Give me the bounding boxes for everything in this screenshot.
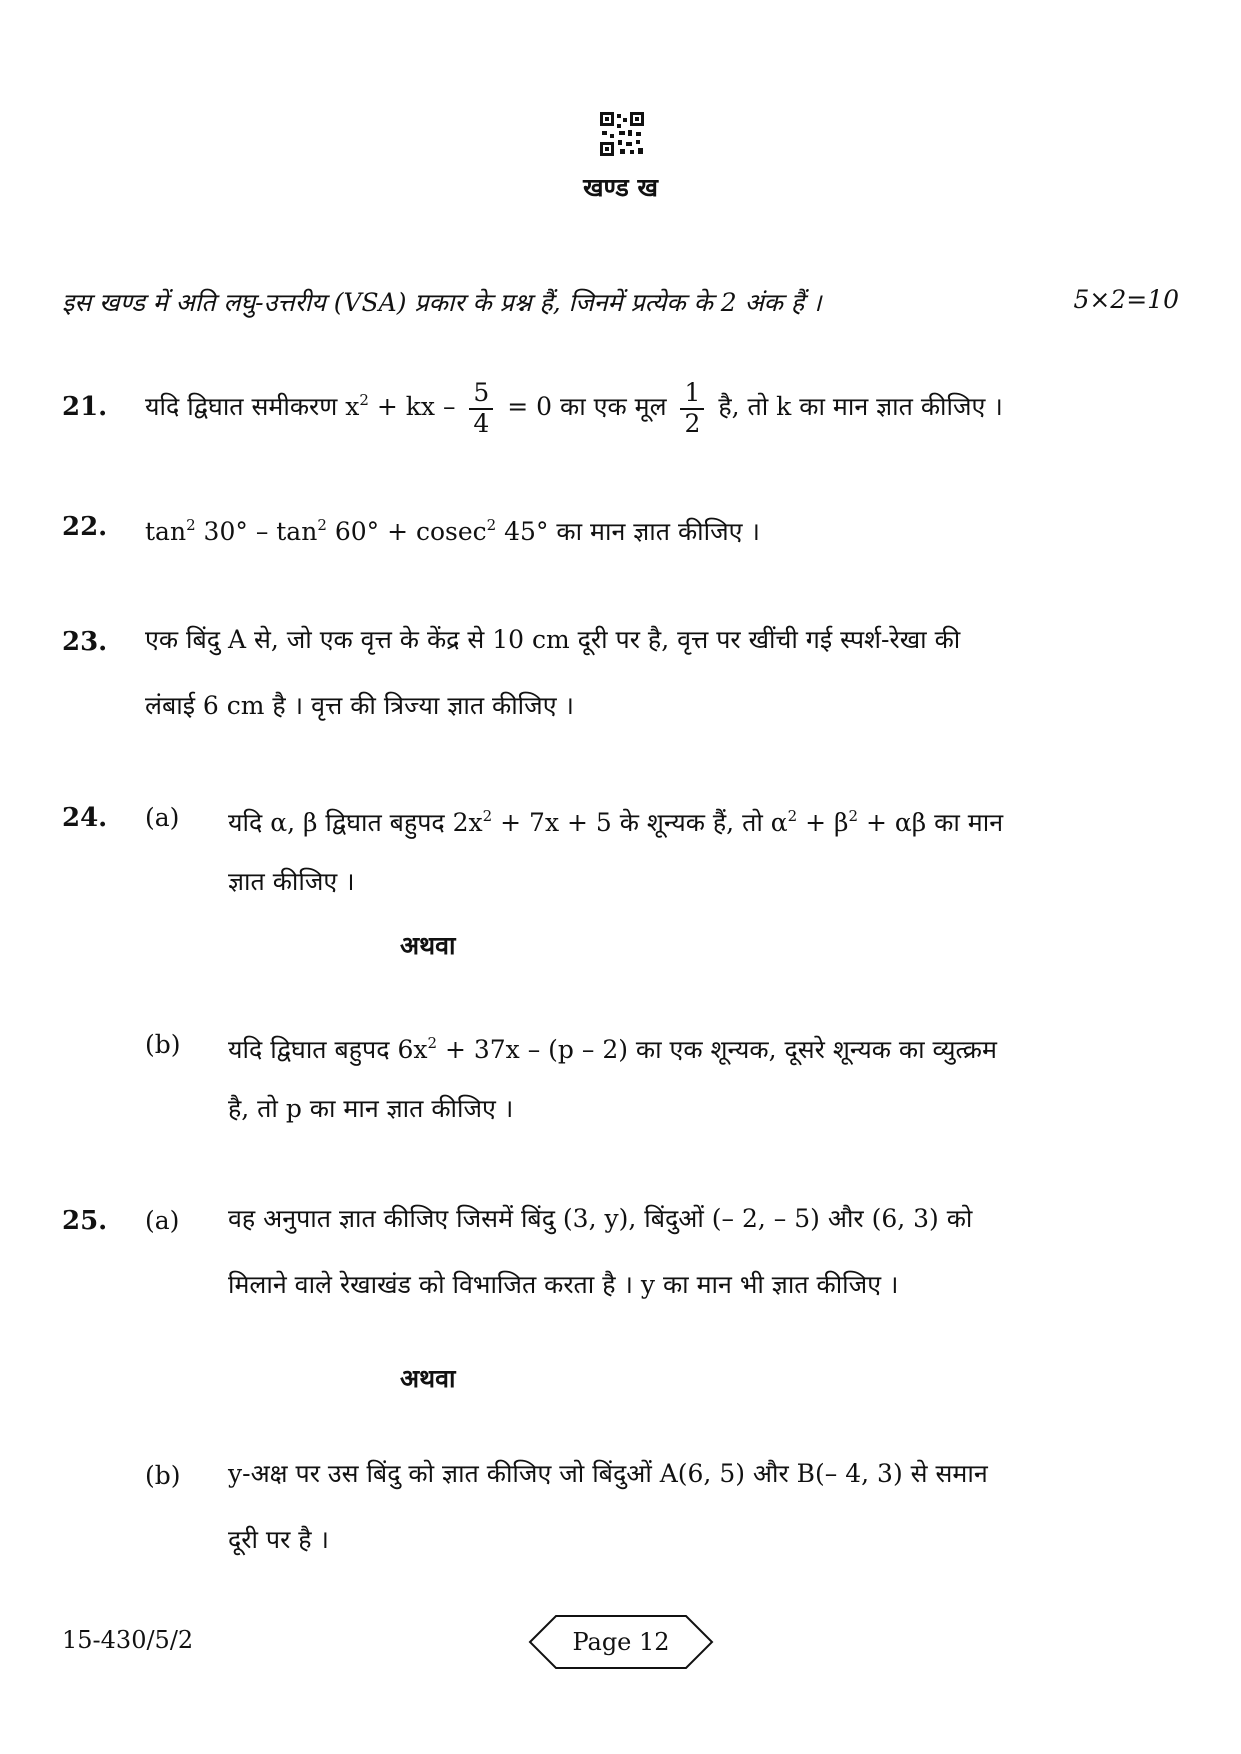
q21-fraction-2-numerator: 1 — [680, 379, 704, 410]
question-25a-line-2: मिलाने वाले रेखाखंड को विभाजित करता है । y का मान भी ज्ञात कीजिए । — [228, 1270, 899, 1299]
q21-fraction-1-numerator: 5 — [469, 379, 493, 410]
section-title: खण्ड ख — [583, 173, 658, 202]
q22-text-3: 60° + cosec — [326, 517, 487, 546]
question-25b-line-1: y-अक्ष पर उस बिंदु को ज्ञात कीजिए जो बिंदुओं A(6, 5) और B(– 4, 3) से समान — [228, 1459, 988, 1488]
question-number-22: 22. — [62, 512, 108, 542]
q21-text-3: = 0 का एक मूल — [507, 392, 667, 421]
q24a-text-3: + β — [797, 808, 849, 837]
question-24b-label: (b) — [145, 1030, 181, 1059]
q24b-text-1: यदि द्विघात बहुपद 6x — [228, 1035, 428, 1064]
q21-fraction-2-denominator: 2 — [684, 408, 701, 438]
q21-text-4: है, तो k का मान ज्ञात कीजिए । — [718, 392, 1003, 421]
q21-fraction-1 — [469, 379, 493, 439]
section-marks: 5×2=10 — [1073, 285, 1179, 314]
q22-text-4: 45° का मान ज्ञात कीजिए । — [496, 517, 760, 546]
page-number: Page 12 — [572, 1628, 670, 1656]
question-24a-line-1 — [228, 783, 1003, 856]
q21-text-1: यदि द्विघात समीकरण x — [145, 392, 360, 421]
question-25b-label: (b) — [145, 1461, 181, 1490]
q21-sup-1: 2 — [359, 391, 369, 409]
q24a-text-4: + αβ का मान — [858, 808, 1004, 837]
question-24-or: अथवा — [400, 931, 456, 960]
question-24b-line-2: है, तो p का मान ज्ञात कीजिए । — [228, 1094, 514, 1123]
question-number-21: 21. — [62, 392, 108, 422]
question-25a-line-1: वह अनुपात ज्ञात कीजिए जिसमें बिंदु (3, y), बिंदुओं (– 2, – 5) और (6, 3) को — [228, 1204, 973, 1233]
q22-text-2: 30° – tan — [195, 517, 318, 546]
question-22-text — [145, 492, 760, 565]
section-instructions: इस खण्ड में अति लघु-उत्तरीय (VSA) प्रकार के प्रश्न हैं, जिनमें प्रत्येक के 2 अंक हैं । — [62, 288, 822, 317]
question-25-or: अथवा — [400, 1364, 456, 1393]
question-number-25: 25. — [62, 1206, 108, 1236]
question-23-line-1: एक बिंदु A से, जो एक वृत्त के केंद्र से 10 cm दूरी पर है, वृत्त पर खींची गई स्पर्श-रेखा की — [145, 625, 961, 654]
q24a-text-2: + 7x + 5 के शून्यक हैं, तो α — [492, 808, 788, 837]
question-21-text — [145, 362, 1003, 445]
question-number-24: 24. — [62, 803, 108, 833]
q24a-sup-1: 2 — [482, 807, 493, 825]
q24a-sup-2: 2 — [787, 807, 798, 825]
q21-text-2: + kx – — [368, 392, 456, 421]
question-number-23: 23. — [62, 627, 108, 657]
q24b-sup-1: 2 — [427, 1034, 438, 1052]
question-24a-line-2: ज्ञात कीजिए । — [228, 867, 355, 896]
question-25a-label: (a) — [145, 1206, 180, 1235]
q24a-text-1: यदि α, β द्विघात बहुपद 2x — [228, 808, 483, 837]
q22-sup-3: 2 — [486, 516, 497, 534]
paper-code: 15-430/5/2 — [62, 1626, 194, 1654]
question-24a-label: (a) — [145, 803, 180, 832]
q22-sup-1: 2 — [186, 516, 196, 534]
question-25b-line-2: दूरी पर है । — [228, 1525, 329, 1554]
question-23-line-2: लंबाई 6 cm है । वृत्त की त्रिज्या ज्ञात कीजिए । — [145, 691, 574, 720]
q21-fraction-2 — [680, 379, 704, 439]
q24a-sup-3: 2 — [848, 807, 859, 825]
q21-fraction-1-denominator: 4 — [473, 408, 490, 438]
question-24b-line-1 — [228, 1010, 997, 1083]
q24b-text-2: + 37x – (p – 2) का एक शून्यक, दूसरे शून्यक का व्युत्क्रम — [437, 1035, 997, 1064]
q22-sup-2: 2 — [317, 516, 327, 534]
q22-text-1: tan — [145, 517, 187, 546]
qr-code-icon — [600, 112, 644, 156]
